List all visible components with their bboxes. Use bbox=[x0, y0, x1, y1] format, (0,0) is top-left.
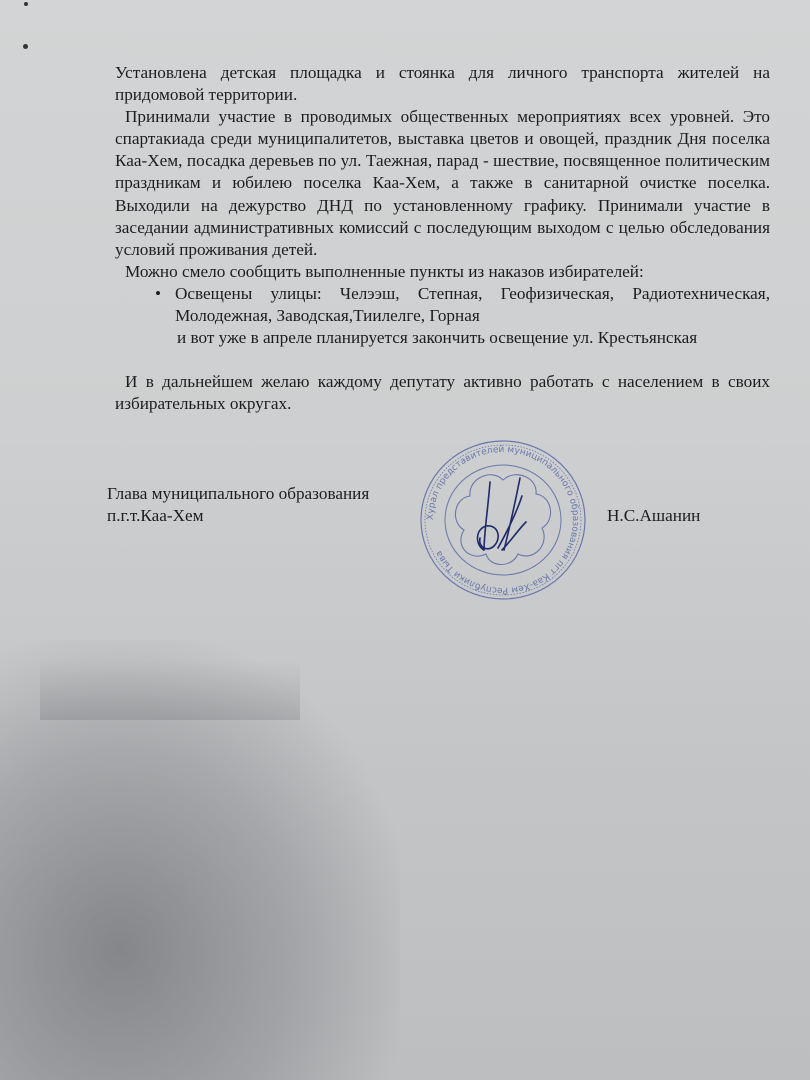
document-body bbox=[115, 62, 770, 415]
list-item-text: Освещены улицы: Челээш, Степная, Геофизическая, Радиотехническая, Молодежная, Заводская,Тиилелге, Горная bbox=[175, 283, 770, 326]
official-seal bbox=[418, 438, 588, 603]
mandates-list bbox=[115, 283, 770, 349]
position-locality: п.г.т.Каа-Хем bbox=[107, 506, 204, 525]
photo-shadow bbox=[0, 640, 400, 1080]
paper-speck bbox=[23, 44, 28, 49]
paragraph-voter-mandates: Можно смело сообщить выполненные пункты из наказов избирателей: bbox=[125, 261, 644, 281]
bullet-icon: • bbox=[155, 283, 162, 303]
position-title: Глава муниципального образования bbox=[107, 484, 370, 503]
handwritten-signature bbox=[478, 478, 527, 550]
seal-text: Хурал представителей муниципального образования пгт Каа-Хем Республики Тыва bbox=[425, 444, 581, 596]
list-item-continuation: и вот уже в апреле планируется закончить освещение ул. Крестьянская bbox=[177, 328, 698, 348]
paragraph-events: Принимали участие в проводимых общественных мероприятиях всех уровней. Это спартакиада среди муниципалитетов, выставка цветов и овощей, праздник Дня поселка Каа-Хем, посадка деревьев по ул. Таежная, парад - шествие, посвященное политическим праздникам и юбилею поселка Каа-Хем, а также в санитарной очистке поселка. Выходили на дежурство ДНД по установленному графику. Принимали участие в заседании административных комиссий с последующим выходом с целью обследования условий проживания детей. bbox=[115, 107, 770, 259]
signatory-position bbox=[107, 483, 369, 527]
signatory-name: Н.С.Ашанин bbox=[607, 506, 701, 525]
photo-shadow-edge bbox=[40, 660, 300, 720]
paper-speck bbox=[24, 2, 28, 6]
paragraph-playground: Установлена детская площадка и стоянка для личного транспорта жителей на придомовой территории. bbox=[115, 63, 770, 105]
list-item bbox=[115, 283, 770, 349]
paragraph-closing: И в дальнейшем желаю каждому депутату активно работать с населением в своих избирательных округах. bbox=[115, 372, 770, 414]
